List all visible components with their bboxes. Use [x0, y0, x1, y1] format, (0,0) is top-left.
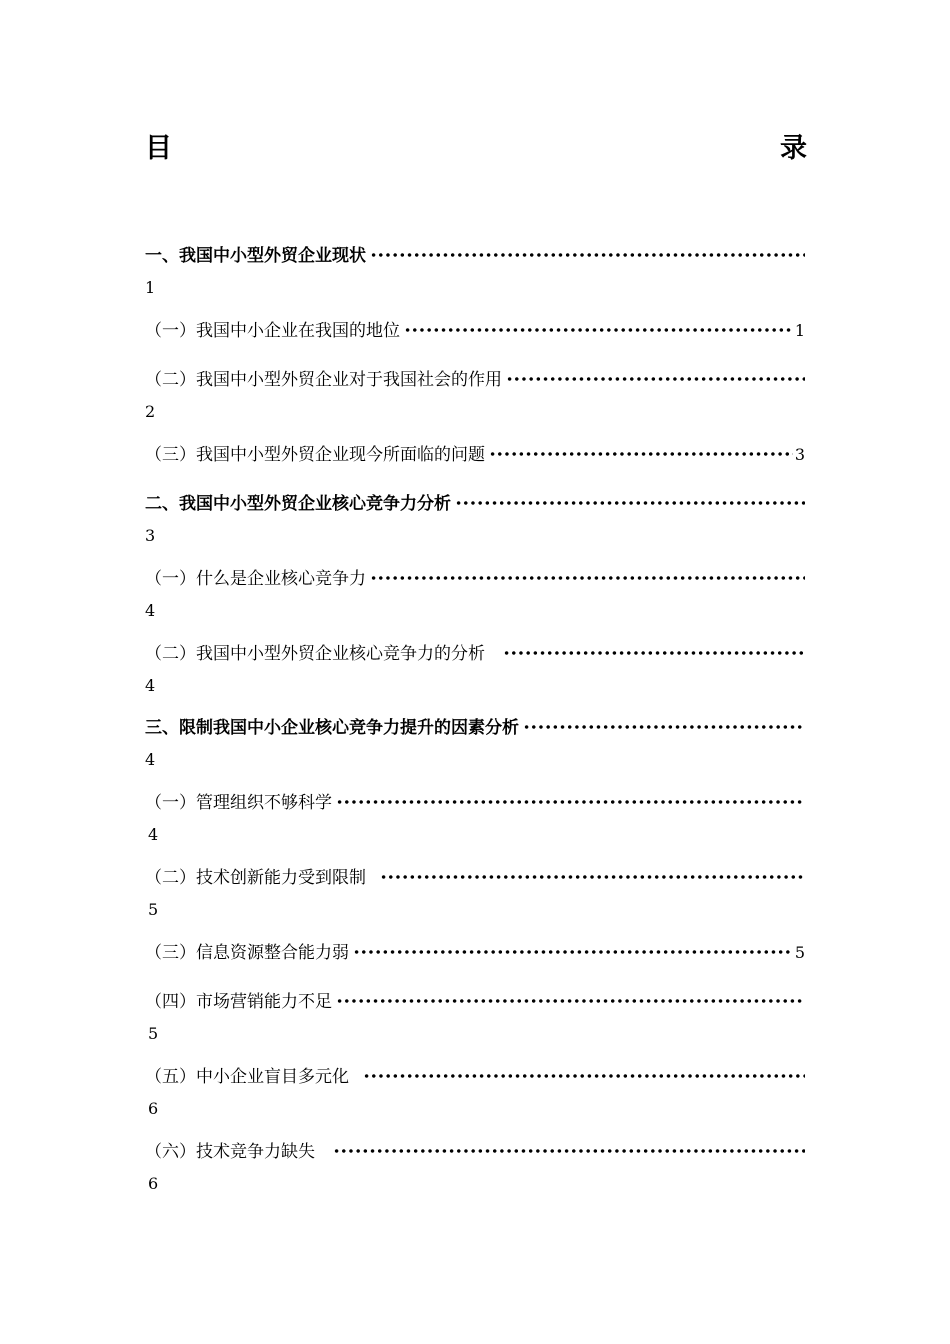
- toc-entry-text: （一）什么是企业核心竞争力: [145, 569, 366, 589]
- toc-entry-1-1[interactable]: [145, 312, 805, 342]
- toc-page-number: 2: [145, 402, 156, 421]
- toc-title-right-char: 录: [780, 133, 807, 164]
- dot-leader: [363, 1066, 805, 1088]
- dot-leader: [506, 369, 805, 391]
- toc-entry-3[interactable]: [145, 709, 805, 739]
- toc-entry-text: （六）技术竞争力缺失: [145, 1142, 315, 1162]
- toc-entry-text: （五）中小企业盲目多元化: [145, 1067, 349, 1087]
- toc-page-number: 1: [145, 278, 156, 297]
- dot-leader: [523, 717, 805, 739]
- toc-entry-3-3[interactable]: [145, 934, 805, 964]
- toc-entry-3-4[interactable]: [145, 983, 805, 1013]
- toc-page-number: 5: [148, 900, 159, 919]
- toc-title-left-char: 目: [145, 133, 172, 164]
- toc-entry-3-5[interactable]: [145, 1058, 805, 1088]
- toc-entry-text: （三）信息资源整合能力弱: [145, 943, 349, 963]
- dot-leader: [370, 568, 805, 590]
- toc-page-number: 6: [148, 1099, 159, 1118]
- toc-page-number: 4: [145, 750, 156, 769]
- toc-entry-text: （一）我国中小企业在我国的地位: [145, 321, 400, 341]
- toc-entry-2[interactable]: [145, 485, 805, 515]
- toc-entry-text: （四）市场营销能力不足: [145, 992, 332, 1012]
- dot-leader: [336, 792, 805, 814]
- toc-entry-1-2[interactable]: [145, 361, 805, 391]
- toc-page-number: 1: [794, 321, 805, 340]
- toc-entry-3-6[interactable]: [145, 1133, 805, 1163]
- dot-leader: [455, 493, 805, 515]
- toc-entry-2-1[interactable]: [145, 560, 805, 590]
- toc-entry-text: （一）管理组织不够科学: [145, 793, 332, 813]
- toc-page-number: 4: [145, 601, 156, 620]
- toc-entry-3-2[interactable]: [145, 859, 805, 889]
- toc-page-number: 5: [794, 943, 805, 962]
- toc-page-number: 5: [148, 1024, 159, 1043]
- toc-entry-3-1[interactable]: [145, 784, 805, 814]
- toc-page-number: 3: [145, 526, 156, 545]
- toc-entry-1-3[interactable]: [145, 436, 805, 466]
- toc-entry-text: 一、我国中小型外贸企业现状: [145, 246, 366, 266]
- dot-leader: [503, 643, 805, 665]
- dot-leader: [404, 320, 793, 342]
- toc-entry-text: 二、我国中小型外贸企业核心竞争力分析: [145, 494, 451, 514]
- toc-entry-text: （二）我国中小型外贸企业对于我国社会的作用: [145, 370, 502, 390]
- toc-entry-text: （三）我国中小型外贸企业现今所面临的问题: [145, 445, 485, 465]
- toc-page-number: 6: [148, 1174, 159, 1193]
- toc-entry-2-2[interactable]: [145, 635, 805, 665]
- dot-leader: [489, 444, 793, 466]
- toc-page-number: 3: [794, 445, 805, 464]
- dot-leader: [353, 942, 793, 964]
- dot-leader: [333, 1141, 805, 1163]
- toc-entry-text: 三、限制我国中小企业核心竞争力提升的因素分析: [145, 718, 519, 738]
- toc-entry-1[interactable]: [145, 237, 805, 267]
- dot-leader: [336, 991, 805, 1013]
- toc-entry-text: （二）技术创新能力受到限制: [145, 868, 366, 888]
- toc-entry-text: （二）我国中小型外贸企业核心竞争力的分析: [145, 644, 485, 664]
- toc-page-number: 4: [145, 676, 156, 695]
- dot-leader: [380, 867, 805, 889]
- toc-page-number: 4: [148, 825, 159, 844]
- dot-leader: [370, 245, 805, 267]
